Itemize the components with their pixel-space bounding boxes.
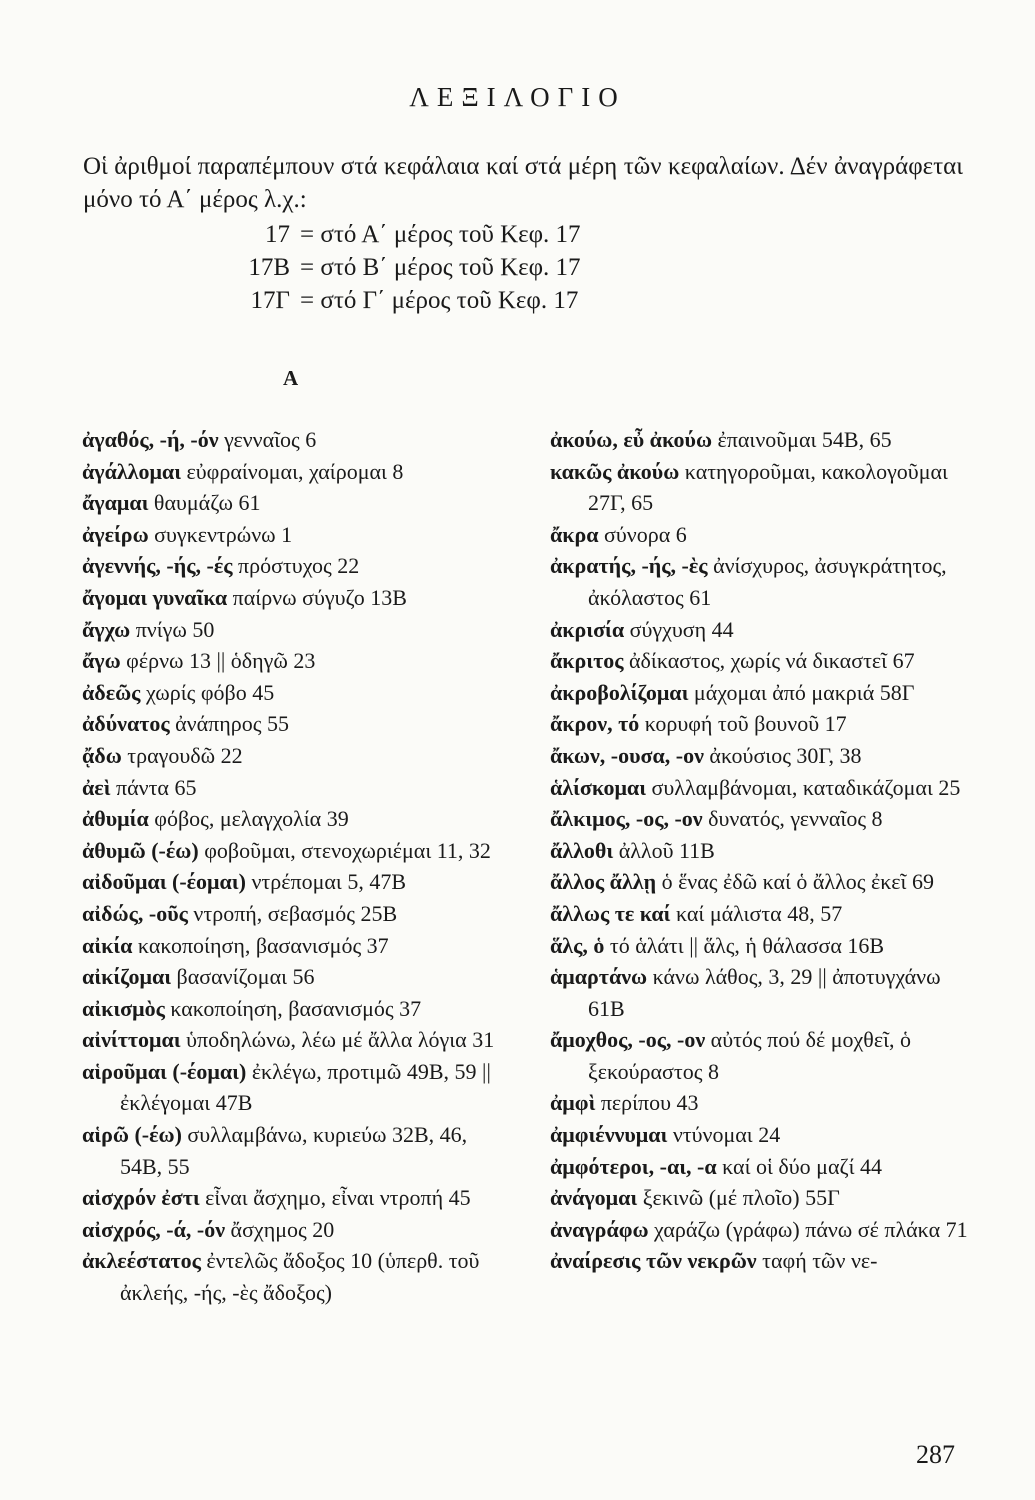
- glossary-entry: [82, 866, 514, 898]
- glossary-entry: [550, 1024, 982, 1087]
- glossary-definition: κακοποίηση, βασανισμός 37: [164, 995, 422, 1021]
- glossary-definition: ἐκλέγω, προτιμῶ 49Β, 59 || ἐκλέγομαι 47Β: [120, 1058, 491, 1116]
- glossary-definition: ντρέπομαι 5, 47Β: [245, 869, 406, 895]
- glossary-definition: πάντα 65: [110, 774, 197, 800]
- glossary-entry: [82, 487, 514, 519]
- glossary-term: ἀδύνατος: [82, 711, 170, 737]
- glossary-term: ἀκρισία: [550, 616, 625, 642]
- intro-text: Οἱ ἀριθμοί παραπέμπουν στά κεφάλαια καί στά μέρη τῶν κεφαλαίων. Δέν ἀναγράφεται μόνο τό Α΄ μέρος λ.χ.:: [83, 153, 963, 213]
- glossary-definition: τραγουδῶ 22: [121, 742, 243, 768]
- glossary-entry: [550, 1245, 982, 1277]
- reference-examples: [0, 218, 1035, 317]
- right-column: [550, 424, 982, 1277]
- glossary-definition: σύγχυση 44: [624, 616, 734, 642]
- glossary-entry: [550, 677, 982, 709]
- glossary-term: αἱροῦμαι (-έομαι): [82, 1058, 247, 1084]
- glossary-entry: [82, 519, 514, 551]
- glossary-term: ἀναίρεσις τῶν νεκρῶν: [550, 1248, 757, 1274]
- glossary-definition: μάχομαι ἀπό μακριά 58Γ: [688, 679, 915, 705]
- glossary-entry: [550, 645, 982, 677]
- glossary-definition: τό ἁλάτι || ἅλς, ἡ θάλασσα 16Β: [604, 932, 885, 958]
- page-title: ΛΕΞΙΛΟΓΙΟ: [409, 82, 626, 112]
- page-number: 287: [916, 1440, 955, 1469]
- glossary-definition: καί μάλιστα 48, 57: [670, 900, 843, 926]
- glossary-term: αἰσχρός, -ά, -όν: [82, 1216, 226, 1242]
- glossary-term: αἱρῶ (-έω): [82, 1122, 182, 1148]
- glossary-definition: ἄσχημος 20: [225, 1216, 335, 1242]
- glossary-term: ἀκούω, εὖ ἀκούω: [550, 427, 713, 452]
- glossary-entry: [82, 772, 514, 804]
- glossary-term: ἄγομαι γυναῖκα: [82, 584, 228, 610]
- glossary-entry: [82, 1245, 514, 1308]
- glossary-entry: [82, 677, 514, 709]
- glossary-entry: [82, 614, 514, 646]
- glossary-term: ἀθυμία: [82, 806, 149, 832]
- glossary-entry: [82, 803, 514, 835]
- glossary-entry: [82, 708, 514, 740]
- glossary-term: ἀγείρω: [82, 521, 149, 547]
- glossary-entry: [550, 803, 982, 835]
- glossary-term: ἀμφότεροι, -αι, -α: [550, 1153, 717, 1179]
- glossary-entry: [82, 898, 514, 930]
- reference-value: = στό Β΄ μέρος τοῦ Κεφ. 17: [300, 254, 581, 281]
- glossary-entry: [550, 456, 982, 519]
- glossary-definition: καί οἱ δύο μαζί 44: [716, 1153, 883, 1179]
- glossary-definition: βασανίζομαι 56: [171, 964, 315, 990]
- glossary-term: ἄλλοθι: [550, 837, 614, 863]
- glossary-term: ἀθυμῶ (-έω): [82, 837, 199, 863]
- glossary-term: ἀμφιέννυμαι: [550, 1122, 668, 1148]
- glossary-term: κακῶς ἀκούω: [550, 458, 680, 484]
- glossary-definition: χωρίς φόβο 45: [140, 679, 275, 705]
- glossary-definition: συγκεντρώνω 1: [148, 521, 293, 547]
- intro-paragraph: [83, 150, 963, 216]
- glossary-entry: [82, 1119, 514, 1182]
- glossary-definition: φέρνω 13 || ὁδηγῶ 23: [120, 648, 316, 674]
- reference-value: = στό Α΄ μέρος τοῦ Κεφ. 17: [300, 221, 581, 248]
- glossary-term: ἄκων, -ουσα, -ον: [550, 742, 704, 768]
- glossary-term: αἰκίζομαι: [82, 964, 172, 990]
- glossary-definition: εὐφραίνομαι, χαίρομαι 8: [181, 458, 404, 484]
- glossary-definition: πρόστυχος 22: [232, 553, 360, 579]
- glossary-term: ἀδεῶς: [82, 679, 141, 705]
- glossary-entry: [550, 866, 982, 898]
- glossary-definition: ντύνομαι 24: [667, 1122, 781, 1148]
- glossary-entry: [82, 1214, 514, 1246]
- glossary-definition: φοβοῦμαι, στενοχωριέμαι 11, 32: [198, 837, 491, 863]
- glossary-term: ἀκρατής, -ής, -ὲς: [550, 553, 708, 579]
- glossary-entry: [82, 1024, 514, 1056]
- glossary-entry: [82, 961, 514, 993]
- glossary-term: ἄκρα: [550, 521, 599, 547]
- glossary-entry: [550, 550, 982, 613]
- glossary-definition: παίρνω σύγυζο 13Β: [227, 584, 407, 610]
- glossary-entry: [82, 930, 514, 962]
- reference-row: [0, 218, 1035, 251]
- glossary-term: ἄγω: [82, 648, 121, 674]
- glossary-definition: ὑποδηλώνω, λέω μέ ἄλλα λόγια 31: [180, 1027, 495, 1053]
- glossary-entry: [550, 1214, 982, 1246]
- glossary-entry: [550, 424, 982, 456]
- glossary-term: ἄγαμαι: [82, 490, 149, 516]
- glossary-term: ἁλίσκομαι: [550, 774, 647, 800]
- glossary-term: ἀγάλλομαι: [82, 458, 182, 484]
- glossary-entry: [82, 993, 514, 1025]
- glossary-definition: ταφή τῶν νε-: [756, 1248, 878, 1274]
- glossary-term: ἀεὶ: [82, 774, 111, 800]
- reference-key: 17: [265, 221, 290, 248]
- glossary-term: αἰκία: [82, 932, 133, 958]
- reference-key: 17Γ: [250, 287, 290, 314]
- glossary-term: αἰδοῦμαι (-έομαι): [82, 869, 246, 895]
- glossary-term: ἄλλως τε καί: [550, 900, 671, 926]
- glossary-definition: κορυφή τοῦ βουνοῦ 17: [639, 711, 847, 737]
- glossary-definition: ξεκινῶ (μέ πλοῖο) 55Γ: [637, 1185, 840, 1211]
- glossary-term: αἰκισμὸς: [82, 995, 165, 1021]
- glossary-entry: [82, 835, 514, 867]
- glossary-term: ἀγεννής, -ής, -ές: [82, 553, 233, 579]
- glossary-definition: ἀδίκαστος, χωρίς νά δικαστεῖ 67: [623, 648, 915, 674]
- glossary-term: ᾄδω: [82, 742, 122, 768]
- glossary-term: αἰσχρόν ἐστι: [82, 1185, 200, 1211]
- glossary-entry: [82, 424, 514, 456]
- glossary-term: ἄκριτος: [550, 648, 624, 674]
- glossary-entry: [82, 645, 514, 677]
- glossary-term: ἄμοχθος, -ος, -ον: [550, 1027, 706, 1053]
- glossary-definition: ἀνίσχυρος, ἀσυγκράτητος, ἀκόλαστος 61: [588, 553, 947, 610]
- glossary-entry: [550, 835, 982, 867]
- glossary-definition: σύνορα 6: [598, 521, 687, 547]
- glossary-definition: ἐντελῶς ἄδοξος 10 (ὑπερθ. τοῦ ἀκλεής, -ής, -ὲς ἄδοξος): [120, 1248, 480, 1306]
- glossary-term: ἄλκιμος, -ος, -ον: [550, 806, 703, 832]
- glossary-definition: φόβος, μελαγχολία 39: [148, 806, 349, 832]
- glossary-entry: [82, 1056, 514, 1119]
- glossary-definition: εἶναι ἄσχημο, εἶναι ντροπή 45: [199, 1185, 471, 1211]
- glossary-definition: αὐτός πού δέ μοχθεῖ, ὁ ξεκούραστος 8: [588, 1027, 912, 1084]
- glossary-definition: κατηγοροῦμαι, κακολογοῦμαι 27Γ, 65: [588, 458, 948, 516]
- glossary-definition: περίπου 43: [595, 1090, 699, 1116]
- glossary-entry: [550, 930, 982, 962]
- reference-row: [0, 284, 1035, 317]
- glossary-term: ἀμφὶ: [550, 1090, 596, 1116]
- section-letter: Α: [283, 366, 299, 390]
- reference-row: [0, 251, 1035, 284]
- glossary-entry: [550, 772, 982, 804]
- glossary-definition: ντροπή, σεβασμός 25Β: [187, 900, 398, 926]
- glossary-term: ἄλλος ἄλλῃ: [550, 869, 657, 895]
- glossary-entry: [550, 961, 982, 1024]
- glossary-definition: κάνω λάθος, 3, 29 || ἀποτυγχάνω 61Β: [588, 964, 941, 1021]
- glossary-entry: [82, 550, 514, 582]
- glossary-term: ἀνάγομαι: [550, 1185, 638, 1211]
- glossary-entry: [550, 708, 982, 740]
- glossary-entry: [82, 456, 514, 488]
- glossary-definition: πνίγω 50: [130, 616, 215, 642]
- glossary-definition: κακοποίηση, βασανισμός 37: [132, 932, 389, 958]
- glossary-entry: [550, 1151, 982, 1183]
- glossary-definition: ἀνάπηρος 55: [169, 711, 289, 737]
- glossary-term: ἀκλεέστατος: [82, 1248, 201, 1274]
- glossary-definition: χαράζω (γράφω) πάνω σέ πλάκα 71: [648, 1216, 968, 1242]
- glossary-entry: [550, 1182, 982, 1214]
- glossary-entry: [550, 740, 982, 772]
- glossary-entry: [550, 614, 982, 646]
- glossary-definition: θαυμάζω 61: [148, 490, 261, 516]
- glossary-term: ἄγχω: [82, 616, 131, 642]
- glossary-entry: [550, 1087, 982, 1119]
- glossary-definition: συλλαμβάνομαι, καταδικάζομαι 25: [646, 774, 961, 800]
- glossary-entry: [82, 582, 514, 614]
- glossary-term: ἄκρον, τό: [550, 711, 640, 737]
- glossary-term: αἰνίττομαι: [82, 1027, 181, 1053]
- glossary-entry: [82, 740, 514, 772]
- glossary-definition: ὁ ἕνας ἐδῶ καί ὁ ἄλλος ἐκεῖ 69: [656, 869, 934, 895]
- glossary-term: ἅλς, ὁ: [550, 932, 605, 958]
- glossary-term: ἀγαθός, -ή, -όν: [82, 427, 219, 452]
- glossary-entry: [550, 1119, 982, 1151]
- glossary-term: ἀναγράφω: [550, 1216, 649, 1242]
- glossary-term: αἰδώς, -οῦς: [82, 900, 188, 926]
- glossary-entry: [550, 898, 982, 930]
- reference-key: 17Β: [248, 254, 290, 281]
- glossary-definition: ἐπαινοῦμαι 54Β, 65: [712, 427, 892, 452]
- glossary-definition: γενναῖος 6: [218, 427, 317, 452]
- glossary-entry: [82, 1182, 514, 1214]
- glossary-entry: [550, 519, 982, 551]
- glossary-definition: ἀκούσιος 30Γ, 38: [703, 742, 862, 768]
- glossary-term: ἀκροβολίζομαι: [550, 679, 689, 705]
- left-column: [82, 424, 514, 1309]
- glossary-definition: συλλαμβάνω, κυριεύω 32Β, 46, 54Β, 55: [120, 1122, 468, 1179]
- glossary-term: ἁμαρτάνω: [550, 964, 648, 990]
- glossary-definition: ἀλλοῦ 11Β: [613, 837, 715, 863]
- reference-value: = στό Γ΄ μέρος τοῦ Κεφ. 17: [300, 287, 579, 314]
- glossary-definition: δυνατός, γενναῖος 8: [702, 806, 883, 832]
